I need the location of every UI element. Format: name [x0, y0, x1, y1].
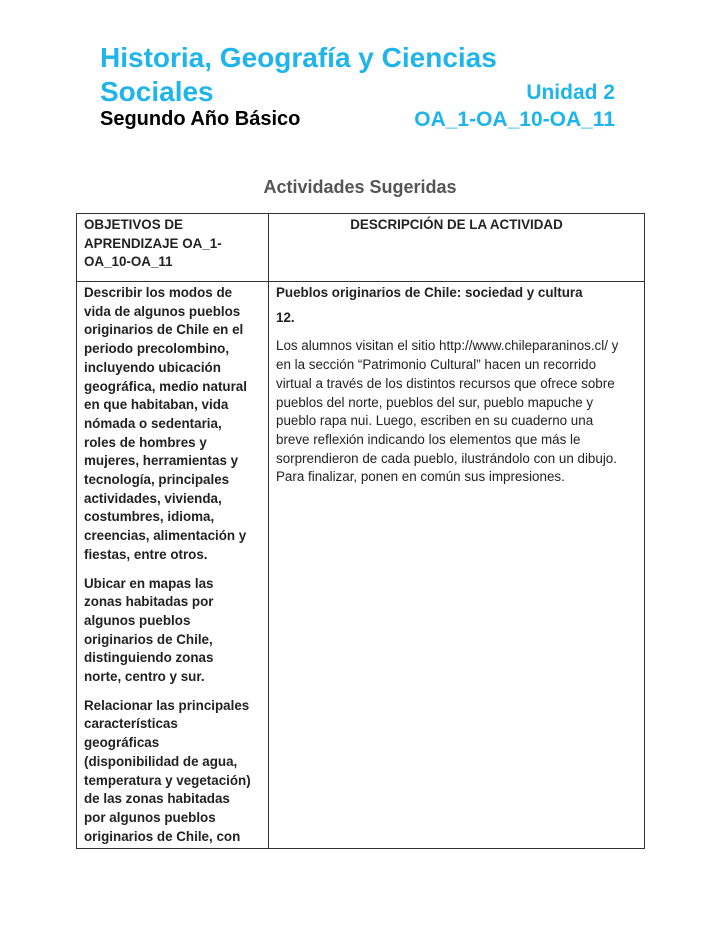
objective-item: Ubicar en mapas las zonas habitadas por algunos pueblos originarios de Chile, distinguiendo zonas norte, centro y sur.	[84, 575, 214, 685]
activity-number: 12.	[276, 309, 295, 325]
grade-label: Segundo Año Básico	[100, 108, 301, 130]
objective-item: Describir los modos de vida de algunos pueblos originarios de Chile en el periodo precolombino, incluyendo ubicación geográfica, medio natural en que habitaban, vida nómada o sedentaria, roles de hombres y mujeres, herramientas y tecnología, principales actividades, vivienda, costumbres, idioma, creencias, alimentación y fiestas, entre otros.	[84, 285, 247, 562]
objectives-header: OBJETIVOS DE APRENDIZAJE OA_1-OA_10-OA_11	[77, 214, 269, 282]
unit-label: Unidad 2	[526, 81, 615, 104]
objectives-cell	[77, 282, 269, 849]
section-title: Actividades Sugeridas	[263, 177, 457, 197]
objective-item: Relacionar las principales características geográficas (disponibilidad de agua, temperatura y vegetación) de las zonas habitadas por algunos pueblos originarios de Chile, con	[84, 697, 251, 844]
objectives-code: OA_1-OA_10-OA_11	[414, 108, 615, 131]
document-title: Historia, Geografía y Ciencias Sociales	[100, 42, 497, 107]
activity-text: Los alumnos visitan el sitio http://www.chileparaninos.cl/ y en la sección “Patrimonio Cultural” hacen un recorrido virtual a través de los distintos recursos que ofrece sobre pueblos del norte, pueblos del sur, pueblo mapuche y pueblo rapa nui. Luego, escriben en su cuaderno una breve reflexión indicando los elementos que más le sorprendieron de cada pueblo, ilustrándolo con un dibujo. Para finalizar, ponen en común sus impresiones.	[276, 338, 619, 485]
description-cell	[269, 282, 645, 849]
table-row	[77, 282, 645, 849]
activities-table	[76, 213, 645, 849]
description-header: DESCRIPCIÓN DE LA ACTIVIDAD	[269, 214, 645, 282]
activity-title: Pueblos originarios de Chile: sociedad y cultura	[276, 285, 583, 300]
table-header-row	[77, 214, 645, 282]
